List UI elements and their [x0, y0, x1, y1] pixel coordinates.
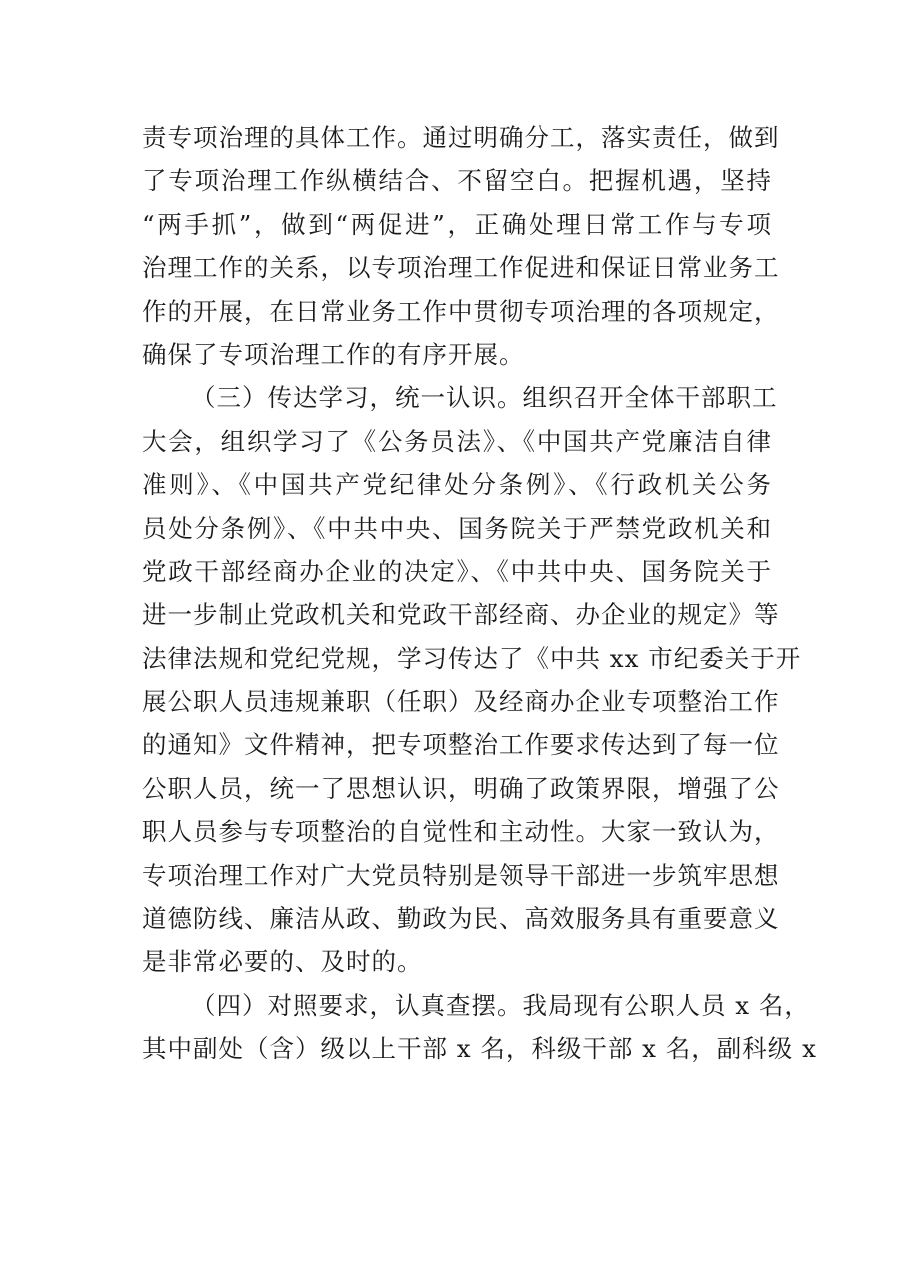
text-line: 治理工作的关系，以专项治理工作促进和保证日常业务工	[142, 253, 780, 283]
text-line: 了专项治理工作纵横结合、不留空白。把握机遇，坚持	[142, 166, 772, 196]
text-line: 法律法规和党纪党规，学习传达了《中共 xx 市纪委关于开	[142, 643, 802, 673]
text-line: 公职人员，统一了思想认识，明确了政策界限，增强了公	[142, 773, 780, 803]
text-line: 大会，组织学习了《公务员法》、《中国共产党廉洁自律	[142, 426, 772, 456]
text-line: 准则》、《中国共产党纪律处分条例》、《行政机关公务	[142, 470, 772, 500]
text-line: 道德防线、廉洁从政、勤政为民、高效服务具有重要意义	[142, 904, 780, 934]
text-line: 进一步制止党政机关和党政干部经商、办企业的规定》等	[142, 600, 780, 630]
document-body	[142, 116, 817, 1071]
text-line: 作的开展，在日常业务工作中贯彻专项治理的各项规定，	[142, 296, 780, 326]
text-line: “两手抓”，做到“两促进”，正确处理日常工作与专项	[142, 209, 772, 239]
text-line: 是非常必要的、及时的。	[142, 947, 423, 977]
text-line: 的通知》文件精神，把专项整治工作要求传达到了每一位	[142, 730, 780, 760]
text-line: （四）对照要求，认真查摆。我局现有公职人员 x 名，	[191, 990, 810, 1020]
text-line: 专项治理工作对广大党员特别是领导干部进一步筑牢思想	[142, 860, 780, 890]
text-line: 职人员参与专项整治的自觉性和主动性。大家一致认为，	[142, 817, 780, 847]
text-line: 员处分条例》、《中共中央、国务院关于严禁党政机关和	[142, 513, 772, 543]
text-line: （三）传达学习，统一认识。组织召开全体干部职工	[191, 383, 778, 413]
text-line: 责专项治理的具体工作。通过明确分工，落实责任，做到	[142, 123, 780, 152]
text-line: 其中副处（含）级以上干部 x 名，科级干部 x 名，副科级 x	[142, 1034, 817, 1064]
text-line: 党政干部经商办企业的决定》、《中共中央、国务院关于	[142, 556, 772, 586]
text-line: 确保了专项治理工作的有序开展。	[142, 339, 525, 369]
text-line: 展公职人员违规兼职（任职）及经商办企业专项整治工作	[142, 687, 780, 717]
